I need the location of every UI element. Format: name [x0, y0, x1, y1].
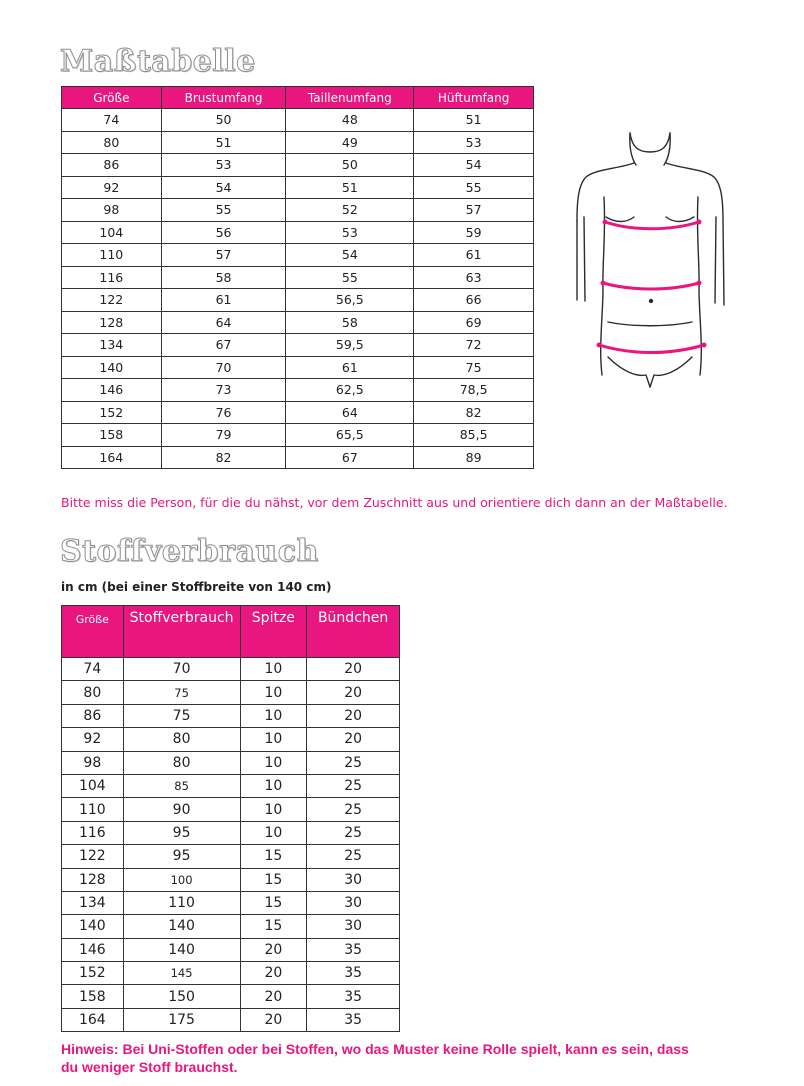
waist-measure-line: [603, 283, 699, 289]
fabric-table-cell: 15: [240, 915, 307, 938]
fabric-table-header-0: Größe: [62, 606, 124, 658]
waist-measure-end-right: [697, 281, 702, 286]
fabric-table-cell: 86: [62, 704, 124, 727]
fabric-table-cell: 20: [240, 962, 307, 985]
fabric-table-cell: 100: [123, 868, 240, 891]
fabric-subtitle: in cm (bei einer Stoffbreite von 140 cm): [61, 580, 332, 594]
fabric-table-cell: 35: [307, 938, 400, 961]
fabric-table-header: [62, 606, 400, 658]
measure-table-row: [62, 131, 534, 154]
fabric-table-cell: 35: [307, 962, 400, 985]
hip-measure-end-right: [702, 343, 707, 348]
fabric-table-row: [62, 658, 400, 681]
fabric-table-title: Stoffverbrauch: [60, 534, 319, 569]
body-measurement-figure-icon: [572, 125, 728, 400]
measure-table-cell: 55: [414, 176, 534, 199]
fabric-table-cell: 134: [62, 891, 124, 914]
measure-table-cell: 54: [414, 154, 534, 177]
measure-table: [61, 86, 534, 469]
figure-arm-left-inner: [584, 217, 585, 301]
fabric-table-row: [62, 985, 400, 1008]
chest-measure-end-right: [697, 220, 702, 225]
fabric-table-cell: 75: [123, 704, 240, 727]
measure-table-cell: 158: [62, 424, 162, 447]
figure-shoulder-right: [666, 163, 723, 221]
waist-measure-end-left: [601, 281, 606, 286]
fabric-table-row: [62, 751, 400, 774]
measure-table-cell: 57: [414, 199, 534, 222]
measure-table-cell: 59,5: [286, 334, 414, 357]
fabric-table-row: [62, 938, 400, 961]
fabric-table-row: [62, 704, 400, 727]
measure-table-cell: 82: [161, 446, 286, 469]
measure-table-row: [62, 446, 534, 469]
fabric-table-cell: 10: [240, 821, 307, 844]
fabric-table-cell: 15: [240, 845, 307, 868]
fabric-table-row: [62, 821, 400, 844]
fabric-table-cell: 146: [62, 938, 124, 961]
measure-table-cell: 86: [62, 154, 162, 177]
measure-table-header-3: Hüftumfang: [414, 87, 534, 109]
measure-table-cell: 57: [161, 244, 286, 267]
measure-table-cell: 49: [286, 131, 414, 154]
measure-table-cell: 48: [286, 109, 414, 132]
measure-table-cell: 53: [161, 154, 286, 177]
measure-table-cell: 54: [286, 244, 414, 267]
fabric-table-cell: 92: [62, 728, 124, 751]
measure-table-cell: 128: [62, 311, 162, 334]
measure-table-row: [62, 424, 534, 447]
fabric-table-cell: 128: [62, 868, 124, 891]
fabric-table-cell: 30: [307, 915, 400, 938]
measure-table-cell: 80: [62, 131, 162, 154]
fabric-table-cell: 116: [62, 821, 124, 844]
fabric-table-cell: 25: [307, 774, 400, 797]
measure-table-cell: 67: [161, 334, 286, 357]
fabric-table-cell: 164: [62, 1008, 124, 1031]
measure-table-cell: 64: [286, 401, 414, 424]
figure-chest-left: [606, 217, 634, 222]
fabric-table-cell: 30: [307, 891, 400, 914]
fabric-table-cell: 80: [62, 681, 124, 704]
measure-table-cell: 62,5: [286, 379, 414, 402]
figure-neck-line: [630, 133, 670, 152]
measure-table-cell: 110: [62, 244, 162, 267]
fabric-table-header-1: Stoffverbrauch: [123, 606, 240, 658]
hip-measure-line: [599, 345, 704, 353]
fabric-table-cell: 25: [307, 751, 400, 774]
fabric-hint: Hinweis: Bei Uni-Stoffen oder bei Stoffen, wo das Muster keine Rolle spielt, kann es sein, dass du weniger Stoff brauchst.: [61, 1041, 689, 1075]
measure-table-row: [62, 334, 534, 357]
measure-table-title: Maßtabelle: [60, 44, 256, 79]
figure-leg-left: [608, 357, 650, 387]
measure-table-row: [62, 244, 534, 267]
fabric-table-cell: 110: [62, 798, 124, 821]
fabric-table-row: [62, 868, 400, 891]
figure-chest-right: [666, 217, 694, 222]
fabric-table-cell: 90: [123, 798, 240, 821]
measure-table-header-2: Taillenumfang: [286, 87, 414, 109]
measure-table-row: [62, 266, 534, 289]
fabric-table-cell: 95: [123, 845, 240, 868]
measure-table-cell: 51: [161, 131, 286, 154]
figure-shoulder-left: [577, 163, 634, 221]
figure-arm-right-outer: [723, 221, 724, 305]
fabric-table-cell: 145: [123, 962, 240, 985]
measure-table-cell: 72: [414, 334, 534, 357]
measure-table-cell: 61: [161, 289, 286, 312]
fabric-table-cell: 15: [240, 868, 307, 891]
fabric-table-cell: 35: [307, 1008, 400, 1031]
fabric-table-cell: 74: [62, 658, 124, 681]
measure-table-cell: 74: [62, 109, 162, 132]
fabric-table-cell: 20: [240, 938, 307, 961]
measure-table-cell: 134: [62, 334, 162, 357]
measure-table-row: [62, 221, 534, 244]
measure-table-row: [62, 289, 534, 312]
measure-table-cell: 78,5: [414, 379, 534, 402]
fabric-table-cell: 10: [240, 681, 307, 704]
fabric-table-cell: 158: [62, 985, 124, 1008]
fabric-table-cell: 122: [62, 845, 124, 868]
fabric-table-row: [62, 891, 400, 914]
measure-table-cell: 53: [414, 131, 534, 154]
measure-table-cell: 69: [414, 311, 534, 334]
fabric-table-cell: 20: [307, 658, 400, 681]
measure-table-cell: 164: [62, 446, 162, 469]
figure-arm-right-inner: [715, 217, 716, 303]
fabric-table-row: [62, 962, 400, 985]
measure-table-cell: 152: [62, 401, 162, 424]
fabric-table-row: [62, 1008, 400, 1031]
fabric-table: [61, 605, 400, 1032]
measure-table-cell: 58: [161, 266, 286, 289]
measure-table-cell: 63: [414, 266, 534, 289]
measure-table-row: [62, 379, 534, 402]
measure-table-cell: 61: [286, 356, 414, 379]
measure-table-header: [62, 87, 534, 109]
measure-table-cell: 92: [62, 176, 162, 199]
measure-table-cell: 50: [161, 109, 286, 132]
fabric-table-cell: 20: [240, 1008, 307, 1031]
measure-table-row: [62, 401, 534, 424]
fabric-table-cell: 10: [240, 798, 307, 821]
measure-table-cell: 51: [414, 109, 534, 132]
fabric-table-cell: 140: [123, 915, 240, 938]
measure-table-cell: 67: [286, 446, 414, 469]
fabric-table-cell: 35: [307, 985, 400, 1008]
measure-table-header-1: Brustumfang: [161, 87, 286, 109]
fabric-table-cell: 150: [123, 985, 240, 1008]
fabric-table-cell: 20: [240, 985, 307, 1008]
measure-table-body: [62, 109, 534, 469]
figure-leg-right: [650, 357, 692, 387]
measure-table-row: [62, 109, 534, 132]
fabric-table-cell: 140: [123, 938, 240, 961]
measure-table-cell: 70: [161, 356, 286, 379]
fabric-table-body: [62, 658, 400, 1032]
fabric-table-cell: 25: [307, 821, 400, 844]
fabric-table-cell: 75: [123, 681, 240, 704]
measure-table-cell: 98: [62, 199, 162, 222]
fabric-table-row: [62, 774, 400, 797]
fabric-table-cell: 152: [62, 962, 124, 985]
fabric-table-cell: 30: [307, 868, 400, 891]
measure-table-cell: 140: [62, 356, 162, 379]
measure-table-row: [62, 311, 534, 334]
measure-table-cell: 52: [286, 199, 414, 222]
measure-table-cell: 66: [414, 289, 534, 312]
measure-table-cell: 61: [414, 244, 534, 267]
measure-table-cell: 65,5: [286, 424, 414, 447]
fabric-table-cell: 80: [123, 728, 240, 751]
fabric-table-cell: 25: [307, 845, 400, 868]
measure-table-cell: 53: [286, 221, 414, 244]
fabric-table-row: [62, 798, 400, 821]
fabric-table-cell: 10: [240, 728, 307, 751]
measure-table-cell: 56: [161, 221, 286, 244]
chest-measure-end-left: [603, 220, 608, 225]
measure-table-cell: 104: [62, 221, 162, 244]
measure-table-cell: 122: [62, 289, 162, 312]
measure-table-cell: 75: [414, 356, 534, 379]
fabric-table-cell: 85: [123, 774, 240, 797]
fabric-table-cell: 104: [62, 774, 124, 797]
figure-navel: [649, 299, 653, 303]
fabric-table-cell: 110: [123, 891, 240, 914]
fabric-table-header-2: Spitze: [240, 606, 307, 658]
fabric-table-cell: 10: [240, 751, 307, 774]
fabric-table-cell: 20: [307, 728, 400, 751]
measure-table-row: [62, 199, 534, 222]
measure-table-cell: 51: [286, 176, 414, 199]
measure-table-cell: 82: [414, 401, 534, 424]
fabric-table-cell: 10: [240, 774, 307, 797]
measure-table-cell: 85,5: [414, 424, 534, 447]
fabric-table-cell: 20: [307, 681, 400, 704]
fabric-table-cell: 70: [123, 658, 240, 681]
measure-table-cell: 50: [286, 154, 414, 177]
measure-table-row: [62, 356, 534, 379]
measure-note: Bitte miss die Person, für die du nähst, vor dem Zuschnitt aus und orientiere dich dann an der Maßtabelle.: [61, 495, 728, 510]
fabric-table-row: [62, 681, 400, 704]
measure-table-cell: 58: [286, 311, 414, 334]
fabric-table-header-3: Bündchen: [307, 606, 400, 658]
measure-table-cell: 89: [414, 446, 534, 469]
fabric-table-cell: 10: [240, 658, 307, 681]
measure-table-cell: 79: [161, 424, 286, 447]
figure-waistband: [608, 322, 692, 326]
fabric-table-row: [62, 845, 400, 868]
measure-table-cell: 54: [161, 176, 286, 199]
chest-measure-line: [605, 222, 699, 229]
fabric-table-cell: 175: [123, 1008, 240, 1031]
measure-table-cell: 59: [414, 221, 534, 244]
fabric-table-cell: 20: [307, 704, 400, 727]
fabric-table-cell: 98: [62, 751, 124, 774]
hip-measure-end-left: [597, 343, 602, 348]
measure-table-cell: 116: [62, 266, 162, 289]
fabric-table-cell: 25: [307, 798, 400, 821]
measure-table-row: [62, 154, 534, 177]
measure-table-cell: 55: [161, 199, 286, 222]
measure-table-row: [62, 176, 534, 199]
measure-table-cell: 55: [286, 266, 414, 289]
measure-table-cell: 146: [62, 379, 162, 402]
measure-table-cell: 76: [161, 401, 286, 424]
fabric-table-cell: 10: [240, 704, 307, 727]
measure-table-cell: 64: [161, 311, 286, 334]
fabric-table-row: [62, 915, 400, 938]
fabric-table-row: [62, 728, 400, 751]
measure-table-cell: 73: [161, 379, 286, 402]
measure-table-header-0: Größe: [62, 87, 162, 109]
fabric-table-cell: 140: [62, 915, 124, 938]
fabric-table-cell: 80: [123, 751, 240, 774]
fabric-table-cell: 15: [240, 891, 307, 914]
measure-table-cell: 56,5: [286, 289, 414, 312]
fabric-table-cell: 95: [123, 821, 240, 844]
